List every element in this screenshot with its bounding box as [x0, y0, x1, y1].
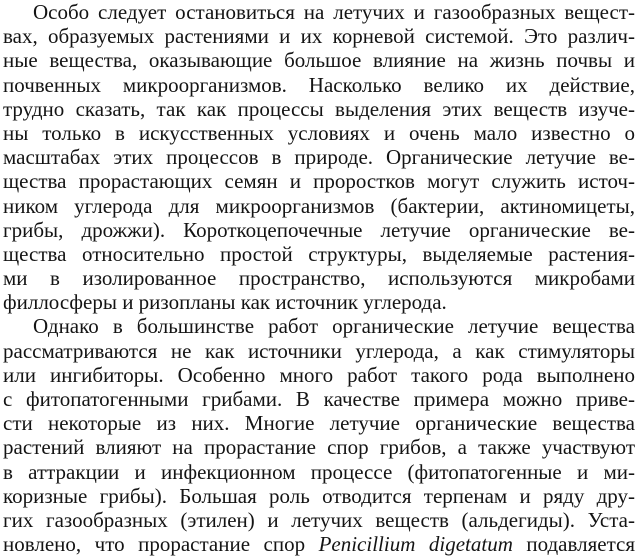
text-run: подавляется — [512, 532, 635, 556]
paragraph-2 — [3, 314, 635, 556]
text-line: растений влияют на прорастание спор грибов, а также участвуют — [3, 435, 635, 460]
text-line-final — [3, 532, 635, 556]
text-line: масштабах этих процессов в природе. Органические летучие ве- — [3, 145, 635, 170]
text-line: ником углерода для микроорганизмов (бактерии, актиномицеты, — [3, 193, 635, 218]
text-line: почвенных микроорганизмов. Насколько велико их действие, — [3, 72, 635, 97]
text-line: ные вещества, оказывающие большое влияние на жизнь почвы и — [3, 48, 635, 73]
text-line: или ингибиторы. Особенно много работ такого рода выполнено — [3, 362, 635, 387]
paragraph-1 — [3, 0, 635, 314]
text-line: щества прорастающих семян и проростков могут служить источ- — [3, 169, 635, 194]
text-line: в аттракции и инфекционном процессе (фитопатогенные и ми- — [3, 459, 635, 484]
text-line: вах, образуемых растениями и их корневой системой. Это различ- — [3, 24, 635, 49]
species-name-italic: Penicillium digetatum — [318, 532, 513, 556]
text-line: ми в изолированное пространство, используются микробами — [3, 266, 635, 291]
text-line: Особо следует остановиться на летучих и газообразных вещест- — [33, 0, 635, 24]
text-line: коризные грибы). Большая роль отводится терпенам и ряду дру- — [3, 483, 635, 508]
text-line: Однако в большинстве работ органические летучие вещества — [33, 314, 635, 339]
text-line: щества относительно простой структуры, выделяемые растения- — [3, 241, 635, 266]
text-run: новлено, что прорастание спор — [3, 532, 319, 556]
text-line: трудно сказать, так как процессы выделения этих веществ изуче- — [3, 96, 635, 121]
text-line: сти некоторые из них. Многие летучие органические вещества — [3, 411, 635, 436]
document-page — [3, 0, 635, 556]
text-line: ны только в искусственных условиях и очень мало известно о — [3, 120, 635, 145]
text-line: с фитопатогенными грибами. В качестве примера можно приве- — [3, 387, 635, 411]
text-line: рассматриваются не как источники углерода, а как стимуляторы — [3, 338, 635, 363]
text-line: гих газообразных (этилен) и летучих веществ (альдегиды). Уста- — [3, 507, 635, 532]
text-line: грибы, дрожжи). Короткоцепочечные летучие органические ве- — [3, 217, 635, 242]
text-line: филлосферы и ризопланы как источник углерода. — [3, 290, 447, 315]
